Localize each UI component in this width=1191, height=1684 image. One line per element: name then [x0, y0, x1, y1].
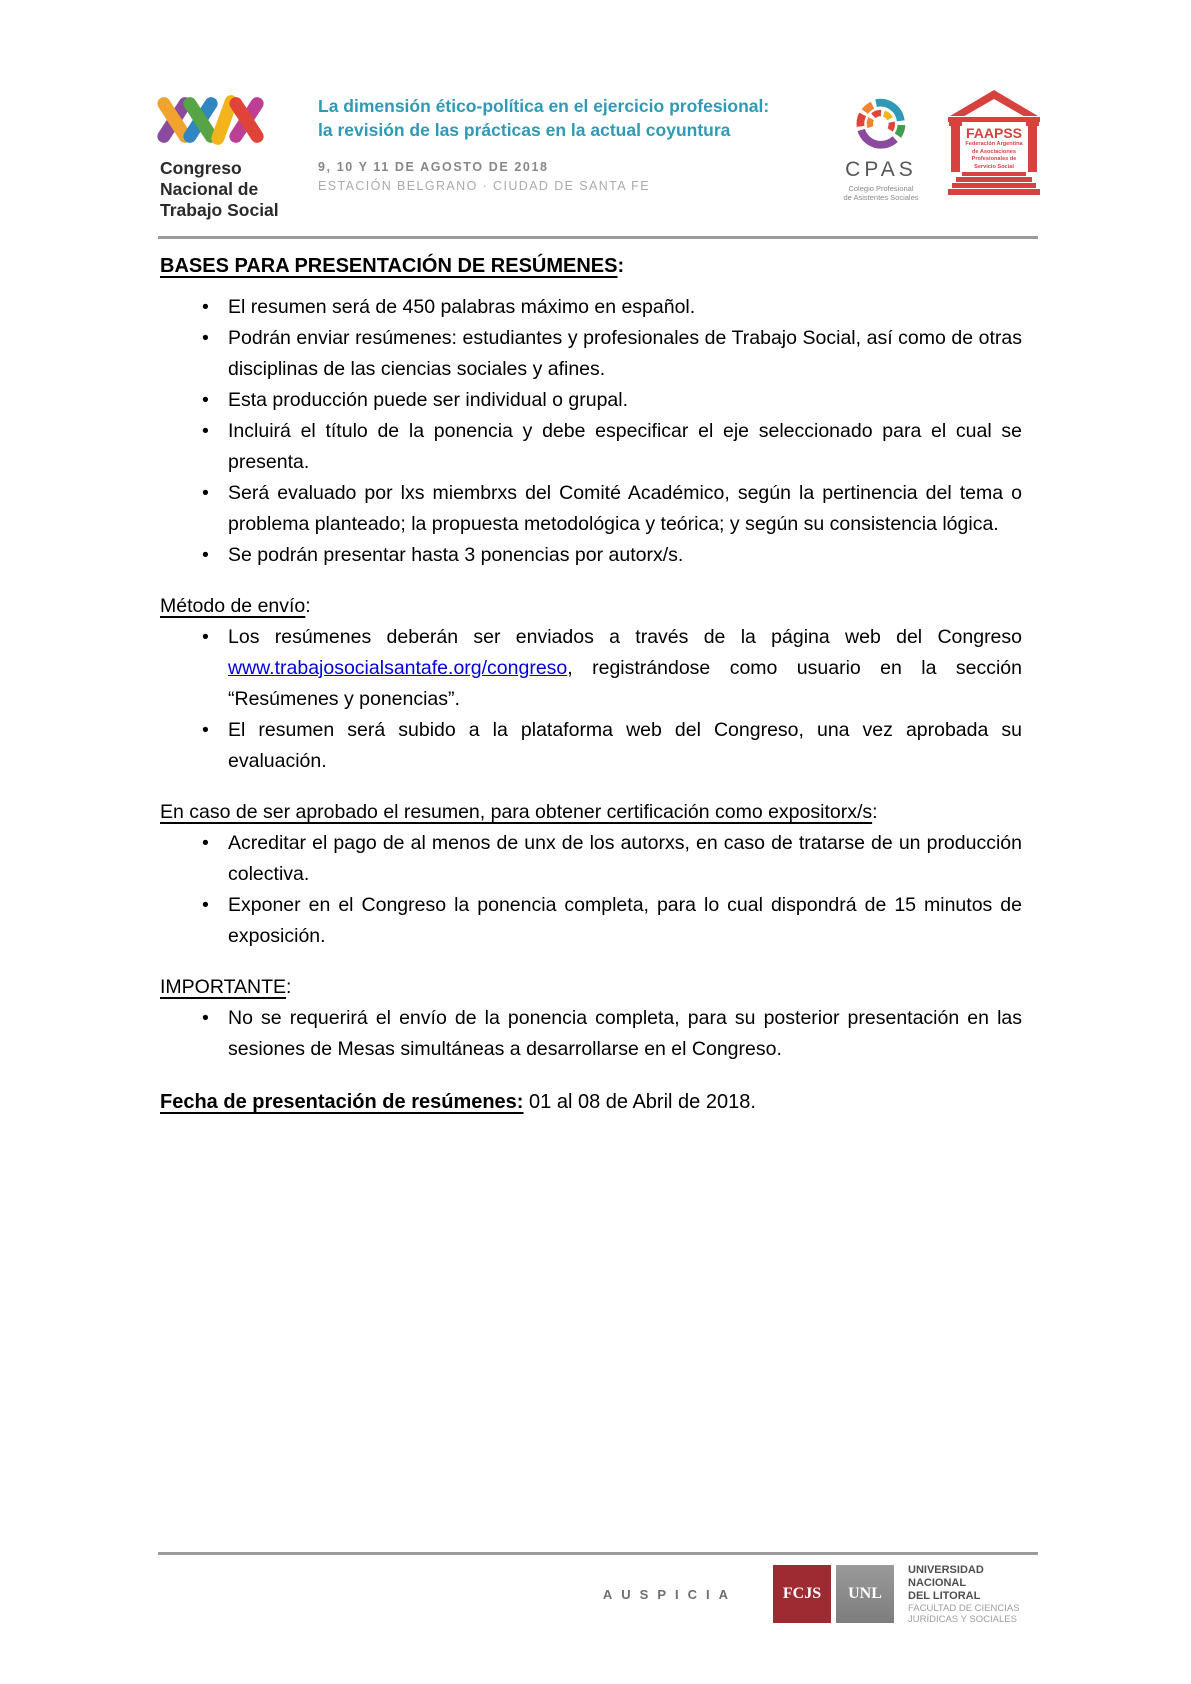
university-name-line1: UNIVERSIDAD NACIONAL	[908, 1563, 984, 1589]
faapss-caption-line2: de Asociaciones	[972, 148, 1016, 155]
submission-date-label: Fecha de presentación de resúmenes:	[160, 1091, 524, 1113]
faculty-name-line1: FACULTAD DE CIENCIAS	[908, 1602, 1020, 1614]
list-item: • Incluirá el título de la ponencia y debe especificar el eje seleccionado para el cual se presenta.	[160, 416, 1022, 478]
congress-date: 9, 10 Y 11 DE AGOSTO DE 2018	[318, 160, 549, 174]
faapss-caption-line1: Federación Argentina	[965, 141, 1023, 147]
cpas-logo	[836, 94, 926, 202]
xxix-acronym	[160, 92, 161, 93]
faapss-step	[962, 172, 1026, 176]
university-block	[908, 1564, 1038, 1625]
cpas-caption	[836, 184, 926, 202]
fcjs-logo: FCJS	[773, 1565, 831, 1623]
congress-name-line1: Congreso	[160, 158, 242, 178]
faapss-caption-line3: Profesionales de	[971, 156, 1017, 163]
bases-bullet-list	[160, 292, 1022, 571]
list-item: • Podrán enviar resúmenes: estudiantes y profesionales de Trabajo Social, así como de otras disciplinas de las ciencias sociales y afines.	[160, 323, 1022, 385]
method-bullet-list	[160, 622, 1022, 777]
approved-bullet-list	[160, 828, 1022, 952]
method-heading-text: Método de envío	[160, 595, 306, 617]
congress-name-line2: Nacional de	[160, 179, 259, 199]
cpas-acronym: CPAS	[845, 158, 917, 181]
method-bullet1-post: , registrándose como usuario en la sección “Resúmenes y ponencias”.	[228, 657, 1022, 710]
list-item: • Será evaluado por lxs miembrxs del Comité Académico, según la pertinencia del tema o problema planteado; la propuesta metodológica y teórica; y según su consistencia lógica.	[160, 478, 1022, 540]
university-name	[908, 1564, 1038, 1603]
document-body	[160, 252, 1022, 1118]
list-item: • No se requerirá el envío de la ponencia completa, para su posterior presentación en las sesiones de Mesas simultáneas a desarrollarse en el Congreso.	[160, 1003, 1022, 1065]
faapss-roof-inner	[961, 99, 1027, 118]
footer	[160, 1564, 1038, 1624]
xxix-logo-icon	[160, 92, 270, 150]
submission-date-value: 01 al 08 de Abril de 2018.	[523, 1091, 756, 1113]
list-item: • El resumen será de 450 palabras máximo en español.	[160, 292, 1022, 323]
faapss-step	[956, 177, 1032, 182]
faapss-text	[962, 126, 1026, 171]
list-item: • Se podrán presentar hasta 3 ponencias por autorx/s.	[160, 540, 1022, 571]
footer-divider	[158, 1552, 1038, 1555]
congress-tagline-block	[318, 94, 798, 193]
method-heading	[160, 591, 1022, 622]
faculty-name	[908, 1603, 1038, 1625]
congress-logo	[160, 92, 310, 221]
faapss-column-left-icon	[951, 126, 960, 172]
unl-logo: UNL	[836, 1565, 894, 1623]
method-bullet1-pre: Los resúmenes deberán ser enviados a través de la página web del Congreso	[228, 626, 1022, 648]
important-heading-colon: :	[286, 976, 292, 998]
tagline-line2: la revisión de las prácticas en la actual coyuntura	[318, 120, 731, 140]
congress-name-line3: Trabajo Social	[160, 200, 279, 220]
congress-venue: ESTACIÓN BELGRANO · CIUDAD DE SANTA FE	[318, 179, 650, 193]
congress-tagline	[318, 94, 798, 142]
auspicia-label: AUSPICIA	[602, 1586, 737, 1602]
important-heading-text: IMPORTANTE	[160, 976, 287, 998]
faapss-acronym: FAAPSS	[965, 125, 1022, 141]
faapss-caption-line4: Servicio Social	[974, 163, 1014, 170]
approved-heading	[160, 797, 1022, 828]
congress-website-link[interactable]: www.trabajosocialsantafe.org/congreso	[228, 657, 568, 679]
cpas-caption-line1: Colegio Profesional	[848, 184, 914, 193]
cpas-rings-icon	[849, 94, 913, 156]
page-title-text: BASES PARA PRESENTACIÓN DE RESÚMENES	[160, 255, 618, 277]
header-divider	[158, 236, 1038, 239]
page-title	[160, 252, 1022, 280]
approved-heading-colon: :	[872, 801, 878, 823]
university-name-line2: DEL LITORAL	[908, 1589, 981, 1602]
page-title-colon: :	[617, 255, 625, 277]
tagline-line1: La dimensión ético-política en el ejercicio profesional:	[318, 96, 770, 116]
list-item: • Acreditar el pago de al menos de unx de los autorxs, en caso de tratarse de un producción colectiva.	[160, 828, 1022, 890]
faapss-logo	[948, 90, 1040, 198]
faapss-column-right-icon	[1028, 126, 1037, 172]
important-bullet-list	[160, 1003, 1022, 1065]
submission-date-line	[160, 1087, 1022, 1118]
method-heading-colon: :	[305, 595, 311, 617]
faculty-name-line2: JURÍDICAS Y SOCIALES	[908, 1613, 1017, 1625]
important-heading	[160, 972, 1022, 1003]
approved-heading-text: En caso de ser aprobado el resumen, para obtener certificación como expositorx/s	[160, 801, 873, 823]
list-item: • Exponer en el Congreso la ponencia completa, para lo cual dispondrá de 15 minutos de exposición.	[160, 890, 1022, 952]
list-item: • Esta producción puede ser individual o grupal.	[160, 385, 1022, 416]
cpas-caption-line2: de Asistentes Sociales	[843, 193, 919, 202]
congress-name	[160, 158, 310, 221]
faapss-step	[948, 189, 1040, 195]
faapss-step	[952, 183, 1036, 188]
list-item: • El resumen será subido a la plataforma web del Congreso, una vez aprobada su evaluación.	[160, 715, 1022, 777]
list-item	[160, 622, 1022, 715]
